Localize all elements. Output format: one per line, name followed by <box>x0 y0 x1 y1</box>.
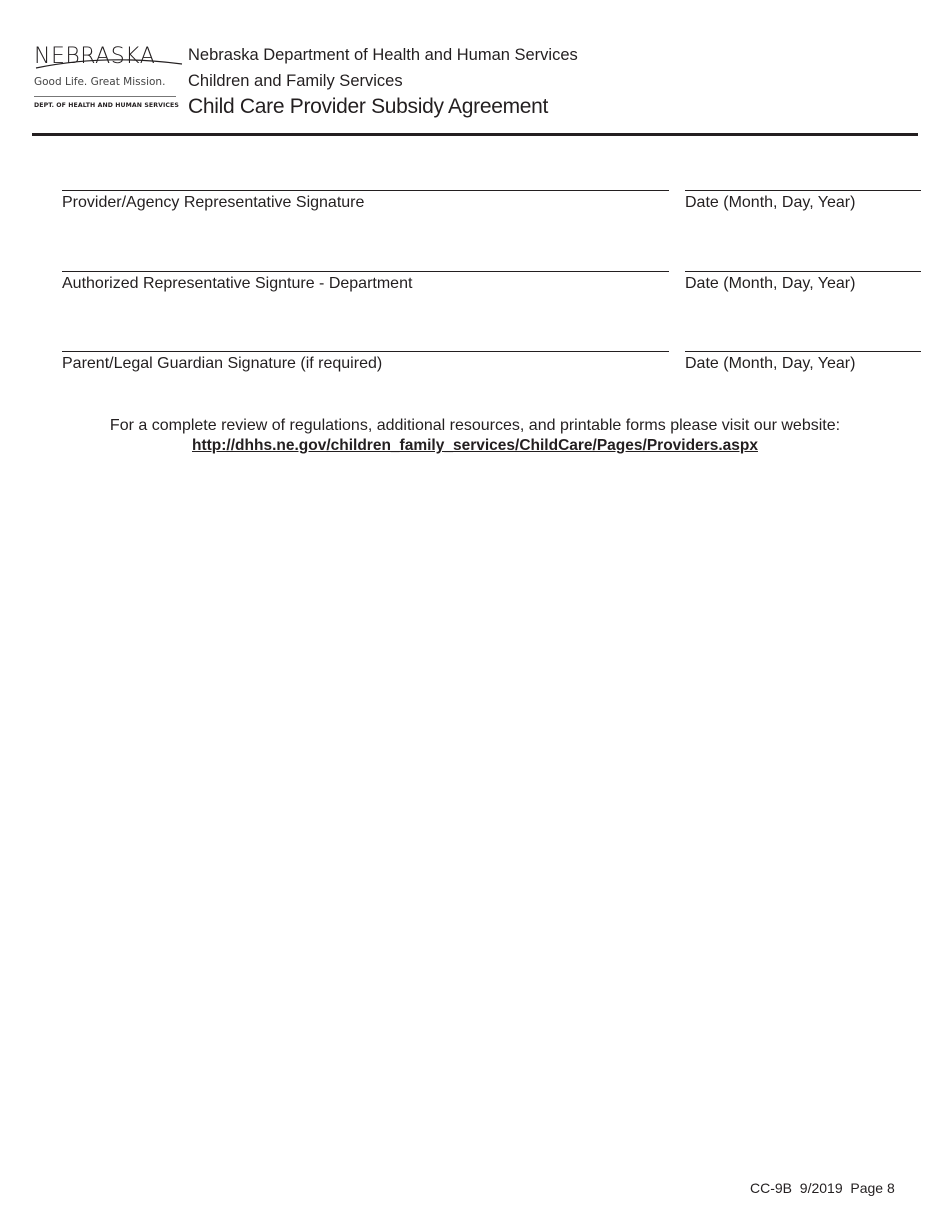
date-label: Date (Month, Day, Year) <box>685 275 856 292</box>
resources-text: For a complete review of regulations, additional resources, and printable forms please visit our website: <box>109 417 841 434</box>
logo-tagline: Good Life. Great Mission. <box>34 76 166 88</box>
date-label: Date (Month, Day, Year) <box>685 194 856 211</box>
nebraska-dhhs-logo <box>34 44 182 109</box>
signature-label: Authorized Representative Signture - Department <box>62 275 413 292</box>
signature-row-provider <box>62 190 922 220</box>
page-footer: CC-9B 9/2019 Page 8 <box>750 1180 895 1196</box>
signature-row-guardian <box>62 351 922 381</box>
logo-swoosh-icon <box>34 56 184 70</box>
logo-department: DEPT. OF HEALTH AND HUMAN SERVICES <box>34 102 179 109</box>
signature-label: Provider/Agency Representative Signature <box>62 194 365 211</box>
signature-row-department <box>62 271 922 301</box>
resources-link[interactable]: http://dhhs.ne.gov/children_family_services/ChildCare/Pages/Providers.aspx <box>192 437 758 454</box>
date-label: Date (Month, Day, Year) <box>685 355 856 372</box>
logo-wordmark-text: NEBRASKA <box>34 44 156 69</box>
header-titles <box>188 44 578 120</box>
signature-line[interactable] <box>62 271 669 272</box>
logo-wordmark <box>34 44 182 70</box>
division-name: Children and Family Services <box>188 72 403 90</box>
signature-label: Parent/Legal Guardian Signature (if required) <box>62 355 383 372</box>
agency-name: Nebraska Department of Health and Human Services <box>188 46 578 64</box>
signature-line[interactable] <box>62 190 669 191</box>
date-line[interactable] <box>685 351 921 352</box>
date-line[interactable] <box>685 271 921 272</box>
signature-line[interactable] <box>62 351 669 352</box>
logo-divider <box>34 96 176 97</box>
header-divider <box>32 133 918 136</box>
resources-note <box>0 416 950 456</box>
date-line[interactable] <box>685 190 921 191</box>
page-title: Child Care Provider Subsidy Agreement <box>188 95 549 118</box>
